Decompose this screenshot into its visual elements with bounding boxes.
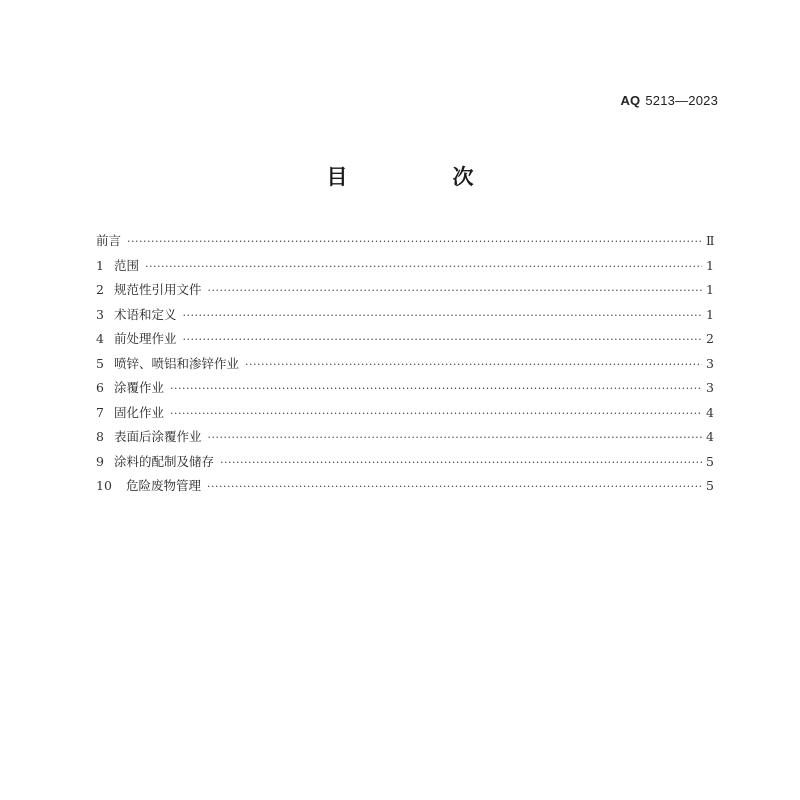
- toc-entry-2[interactable]: [96, 278, 714, 303]
- toc-entry-number: 9: [96, 453, 104, 469]
- toc-entry-9[interactable]: [96, 450, 714, 475]
- toc-entry-3[interactable]: [96, 303, 714, 328]
- toc-entry-label: 喷锌、喷铝和渗锌作业: [114, 355, 240, 371]
- toc-dot-leader: [207, 475, 702, 500]
- toc-entry-label: 范围: [114, 257, 140, 273]
- toc-entry-number: 5: [96, 355, 104, 371]
- toc-entry-label: 前言: [96, 233, 122, 248]
- toc-entry-number: 10: [96, 478, 112, 493]
- toc-entry-label: 术语和定义: [114, 306, 177, 322]
- toc-dot-leader: [145, 255, 702, 280]
- toc-entry-page: 1: [706, 306, 714, 322]
- toc-entry-number: 7: [96, 404, 104, 420]
- toc-entry-label: 固化作业: [114, 404, 165, 420]
- toc-entry-page: 5: [706, 478, 714, 493]
- toc-entry-page: 3: [706, 355, 714, 371]
- toc-entry-page: 3: [706, 380, 714, 395]
- toc-entry-number: 2: [96, 282, 104, 297]
- toc-entry-label: 涂覆作业: [114, 380, 165, 395]
- toc-entry-page: 2: [706, 331, 714, 346]
- toc-entry-8[interactable]: [96, 425, 714, 450]
- toc-entry-page: 5: [706, 453, 714, 469]
- toc-title: 目 次: [326, 165, 516, 189]
- toc-entry-page: 1: [706, 282, 714, 297]
- toc-entry-page: 1: [706, 257, 714, 273]
- toc-dot-leader: [208, 426, 702, 451]
- toc-dot-leader: [170, 377, 702, 402]
- toc-entry-label: 前处理作业: [114, 331, 177, 346]
- toc-dot-leader: [245, 353, 702, 378]
- toc-entry-number: 1: [96, 257, 104, 273]
- toc-dot-leader: [220, 451, 702, 476]
- toc-dot-leader: [208, 279, 702, 304]
- toc-entry-number: 3: [96, 306, 104, 322]
- toc-entry-10[interactable]: [96, 474, 714, 499]
- toc-entry-label: 危险废物管理: [126, 478, 202, 493]
- toc-entry-number: 6: [96, 380, 104, 395]
- toc-entry-page: Ⅱ: [706, 233, 715, 248]
- toc-entry-page: 4: [706, 404, 714, 420]
- standard-code: [620, 93, 718, 108]
- toc-entry-number: 4: [96, 331, 104, 346]
- toc-entry-5[interactable]: [96, 352, 714, 377]
- toc-entry-1[interactable]: [96, 254, 714, 279]
- toc-entry-label: 表面后涂覆作业: [114, 429, 202, 444]
- toc-entry-6[interactable]: [96, 376, 714, 401]
- toc-entry-foreword[interactable]: [96, 229, 714, 254]
- toc-entry-4[interactable]: [96, 327, 714, 352]
- standard-prefix: AQ: [620, 93, 641, 108]
- toc-entry-label: 规范性引用文件: [114, 282, 202, 297]
- toc-entry-7[interactable]: [96, 401, 714, 426]
- toc-dot-leader: [170, 402, 702, 427]
- toc-dot-leader: [183, 304, 702, 329]
- toc-entry-number: 8: [96, 429, 104, 444]
- toc-entry-page: 4: [706, 429, 714, 444]
- standard-number: 5213—2023: [645, 93, 718, 108]
- toc-dot-leader: [127, 230, 702, 255]
- toc-dot-leader: [183, 328, 702, 353]
- table-of-contents: [96, 229, 714, 499]
- toc-entry-label: 涂料的配制及储存: [114, 453, 215, 469]
